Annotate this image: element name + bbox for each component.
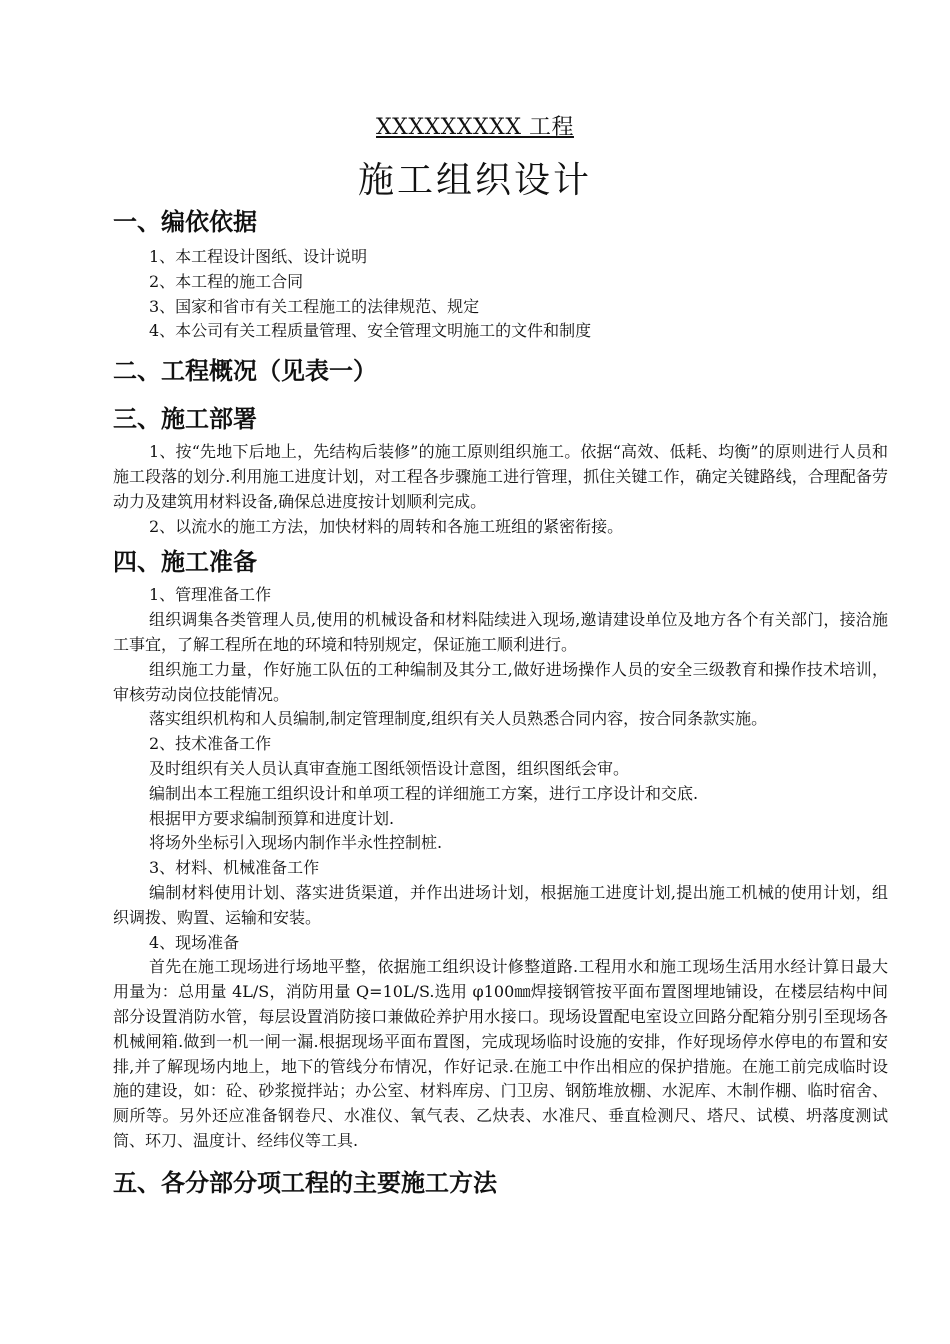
- paragraph: 编制材料使用计划、落实进货渠道，并作出进场计划，根据施工进度计划,提出施工机械的使用计划，组织调拨、购置、运输和安装。: [113, 882, 888, 927]
- section-basis: [113, 205, 888, 344]
- paragraph: 落实组织机构和人员编制,制定管理制度,组织有关人员熟悉合同内容，按合同条款实施。: [149, 709, 768, 729]
- paragraph: 组织施工力量，作好施工队伍的工种编制及其分工,做好进场操作人员的安全三级教育和操作技术培训，审核劳动岗位技能情况。: [113, 659, 888, 704]
- subsection-heading: 2、技术准备工作: [149, 734, 272, 754]
- section-methods: [113, 1166, 888, 1200]
- paragraph: 将场外坐标引入现场内制作半永性控制桩.: [149, 833, 443, 853]
- subsection-heading: 3、材料、机械准备工作: [149, 858, 320, 878]
- paragraph: 首先在施工现场进行场地平整，依据施工组织设计修整道路.工程用水和施工现场生活用水经计算日最大用量为：总用量 4L/S，消防用量 Q=10L/S.选用 φ100㎜焊接钢管按平面布置图埋地铺设，在楼层结构中间部分设置消防水管，每层设置消防接口兼做砼养护用水接口。现场设置配电室设立回路分配箱分别引至现场各机械闸箱.做到一机一闸一漏.根据现场平面布置图，完成现场临时设施的安排，作好现场停水停电的布置和安排,并了解现场内地上，地下的管线分布情况，作好记录.在施工中作出相应的保护措施。在施工前完成临时设施的建设，如：砼、砂浆搅拌站；办公室、材料库房、门卫房、钢筋堆放棚、水泥库、木制作棚、临时宿舍、厕所等。另外还应准备钢卷尺、水准仪、氧气表、乙炔表、水准尺、垂直检测尺、塔尺、试模、坍落度测试筒、环刀、温度计、经纬仪等工具.: [113, 957, 888, 1150]
- paragraph: 及时组织有关人员认真审查施工图纸领悟设计意图，组织图纸会审。: [149, 758, 630, 778]
- section-heading: 三、施工部署: [113, 404, 257, 434]
- subsection-heading: 4、现场准备: [149, 932, 240, 952]
- project-title: XXXXXXXXX 工程: [376, 115, 574, 140]
- list-item: 4、本公司有关工程质量管理、安全管理文明施工的文件和制度: [149, 321, 592, 341]
- subsection-heading: 1、管理准备工作: [149, 585, 272, 605]
- section-heading: 四、施工准备: [113, 547, 257, 577]
- section-heading: 五、各分部分项工程的主要施工方法: [113, 1167, 497, 1197]
- document-title: 施工组织设计: [357, 160, 592, 201]
- section-overview: [113, 354, 888, 388]
- section-deployment: [113, 402, 888, 539]
- list-item: 2、本工程的施工合同: [149, 271, 304, 291]
- paragraph: 组织调集各类管理人员,使用的机械设备和材料陆续进入现场,邀请建设单位及地方各个有关部门，接洽施工事宜，了解工程所在地的环境和特别规定，保证施工顺利进行。: [113, 610, 888, 654]
- paragraph: 编制出本工程施工组织设计和单项工程的详细施工方案，进行工序设计和交底.: [149, 783, 699, 803]
- section-preparation: [113, 545, 888, 1153]
- paragraph: 2、以流水的施工方法，加快材料的周转和各施工班组的紧密衔接。: [149, 516, 624, 536]
- list-item: 3、国家和省市有关工程施工的法律规范、规定: [149, 296, 480, 316]
- section-heading: 一、编依依据: [113, 207, 257, 236]
- section-heading: 二、工程概况（见表一）: [113, 356, 377, 386]
- list-item: 1、本工程设计图纸、设计说明: [149, 247, 368, 266]
- document-body: [113, 205, 888, 1200]
- paragraph: 1、按“先地下后地上，先结构后装修”的施工原则组织施工。依据“高效、低耗、均衡”的原则进行人员和施工段落的划分.利用施工进度计划，对工程各步骤施工进行管理，抓住关键工作，确定关键路线，合理配备劳动力及建筑用材料设备,确保总进度按计划顺利完成。: [113, 442, 888, 511]
- paragraph: 根据甲方要求编制预算和进度计划.: [149, 808, 395, 828]
